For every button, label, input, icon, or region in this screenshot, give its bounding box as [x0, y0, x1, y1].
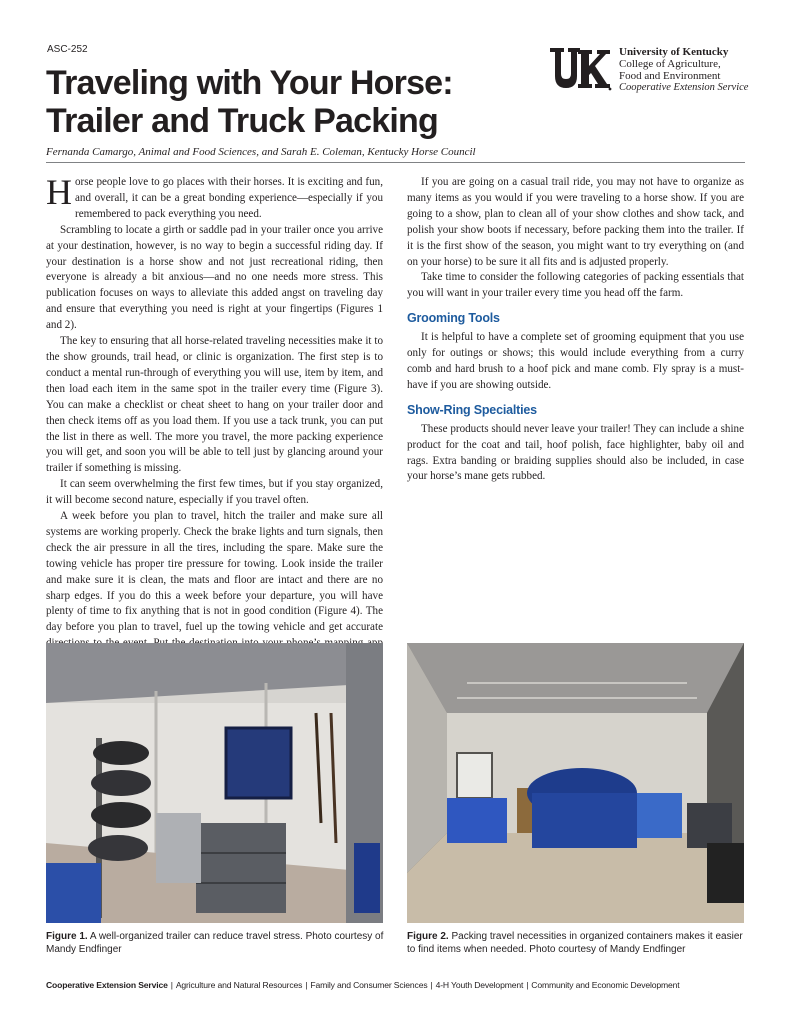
footer-program-areas: Cooperative Extension Service | Agriculture and Natural Resources | Family and Consumer Sciences | 4-H Youth Development | Community and Economic Development [46, 980, 680, 990]
header-divider [46, 162, 745, 163]
figure-1-photo [46, 643, 383, 923]
paragraph-1-text: orse people love to go places with their horses. It is exciting and fun, and overall, it can be a great bonding experience—especially if you remembered to pack everything you need. [75, 176, 383, 220]
figure-2-photo [407, 643, 744, 923]
title-line-1: Traveling with Your Horse: [46, 64, 453, 102]
paragraph-8: It is helpful to have a complete set of grooming equipment that you use only for outings or shows; this would include everything from a curry comb and hard brush to a hoof pick and mane comb. Fly spray is a must-have if you are showing outside. [407, 331, 744, 391]
footer-program-3: 4-H Youth Development [435, 980, 524, 990]
college-name-line-1: College of Agriculture, [619, 58, 721, 70]
figure-2-label: Figure 2. [407, 931, 449, 942]
extension-service-name: Cooperative Extension Service [619, 82, 749, 93]
section-heading-grooming-tools: Grooming Tools [407, 311, 500, 326]
footer-program-4: Community and Economic Development [531, 980, 680, 990]
paragraph-6: If you are going on a casual trail ride, you may not have to organize as many items as you would if you were traveling to a horse show. If you are going to a show, plan to clean all of your show clothes and show tack, and polish your show boots if necessary, before packing them into the trailer. If it is the first show of the season, you might want to try everything on (and on your horse) to be sure it all fits and is adjusted properly. [407, 176, 744, 268]
paragraph-9: These products should never leave your trailer! They can include a shine product for the coat and tail, hoof polish, face highlighter, baby oil and rags. Extra banding or braiding supplies should also be included, in case your horse’s mane gets rubbed. [407, 422, 744, 483]
figure-2-caption [407, 930, 752, 956]
document-title [46, 64, 566, 140]
title-line-2: Trailer and Truck Packing [46, 102, 438, 140]
footer-program-2: Family and Consumer Sciences [310, 980, 428, 990]
institution-block [619, 46, 789, 94]
paragraph-5: A week before you plan to travel, hitch the trailer and make sure all systems are working properly. Check the brake lights and turn signals, then check the air pressure in all the tires, including the spare. Make sure the towing vehicle has proper tire pressure for towing. Look inside the trailer and make sure it is clean, the mats and floor are intact and there are no sharp edges. If you do this a week before your departure, you will have plenty of time to fix anything that is not in good condition (Figure 4). The day before you plan to travel, fuel up the towing vehicle and get accurate [46, 510, 383, 634]
figure-1-caption-text: A well-organized trailer can reduce travel stress. Photo courtesy of Mandy Endfinger [46, 931, 384, 955]
section-heading-show-ring: Show-Ring Specialties [407, 402, 537, 417]
trailer-tack-room-image [46, 643, 383, 923]
paragraph-4: It can seem overwhelming the first few times, but if you stay organized, it will become second nature, especially if you travel often. [46, 478, 383, 507]
authors-line: Fernanda Camargo, Animal and Food Sciences, and Sarah E. Coleman, Kentucky Horse Council [46, 146, 476, 158]
footer-program-1: Agriculture and Natural Resources [175, 980, 303, 990]
body-column-right [407, 175, 744, 485]
paragraph-intro [46, 172, 383, 223]
figure-1-caption [46, 930, 391, 956]
college-name-line-2: Food and Environment [619, 70, 721, 82]
paragraph-2: Scrambling to locate a girth or saddle pad in your trailer once you arrive at your destination, however, is no way to begin a successful riding day. If your destination is a horse show and not just recreational riding, then everyone is already a bit anxious—and no one needs more stress. This publication focuses on ways to alleviate this added angst on traveling day and ensure that everything you need is right at your fingertips (Figures 1 and 2). [46, 223, 383, 332]
figure-2-caption-text: Packing travel necessities in organized containers makes it easier to find items when needed. Photo courtesy of Mandy Endfinger [407, 931, 743, 955]
figure-1-label: Figure 1. [46, 931, 88, 942]
university-name: University of Kentucky [619, 46, 729, 58]
uk-logo-icon [548, 46, 612, 92]
drop-cap: H [46, 172, 72, 212]
paragraph-3: The key to ensuring that all horse-related traveling necessities make it to the show grounds, trail head, or clinic is organization. The first step is to conduct a mental run-through of everything you will use, item by item, and then load each item in the same spot in the trailer every time (Figure 3). You can make a checklist or cheat sheet to hang on your trailer door and then check items off as you load them. If you use a tack trunk, you can put the list in there as well. The more you travel, the more packing experience you will get, and soon you will be able to tell just by glancing around your trailer if something is missing. [46, 335, 383, 475]
paragraph-7: Take time to consider the following categories of packing essentials that you will want in your trailer every time you head off the farm. [407, 271, 744, 300]
body-column-left [46, 172, 383, 700]
trailer-interior-image [407, 643, 744, 923]
footer-unit: Cooperative Extension Service [46, 980, 168, 990]
publication-code: ASC-252 [47, 44, 88, 55]
